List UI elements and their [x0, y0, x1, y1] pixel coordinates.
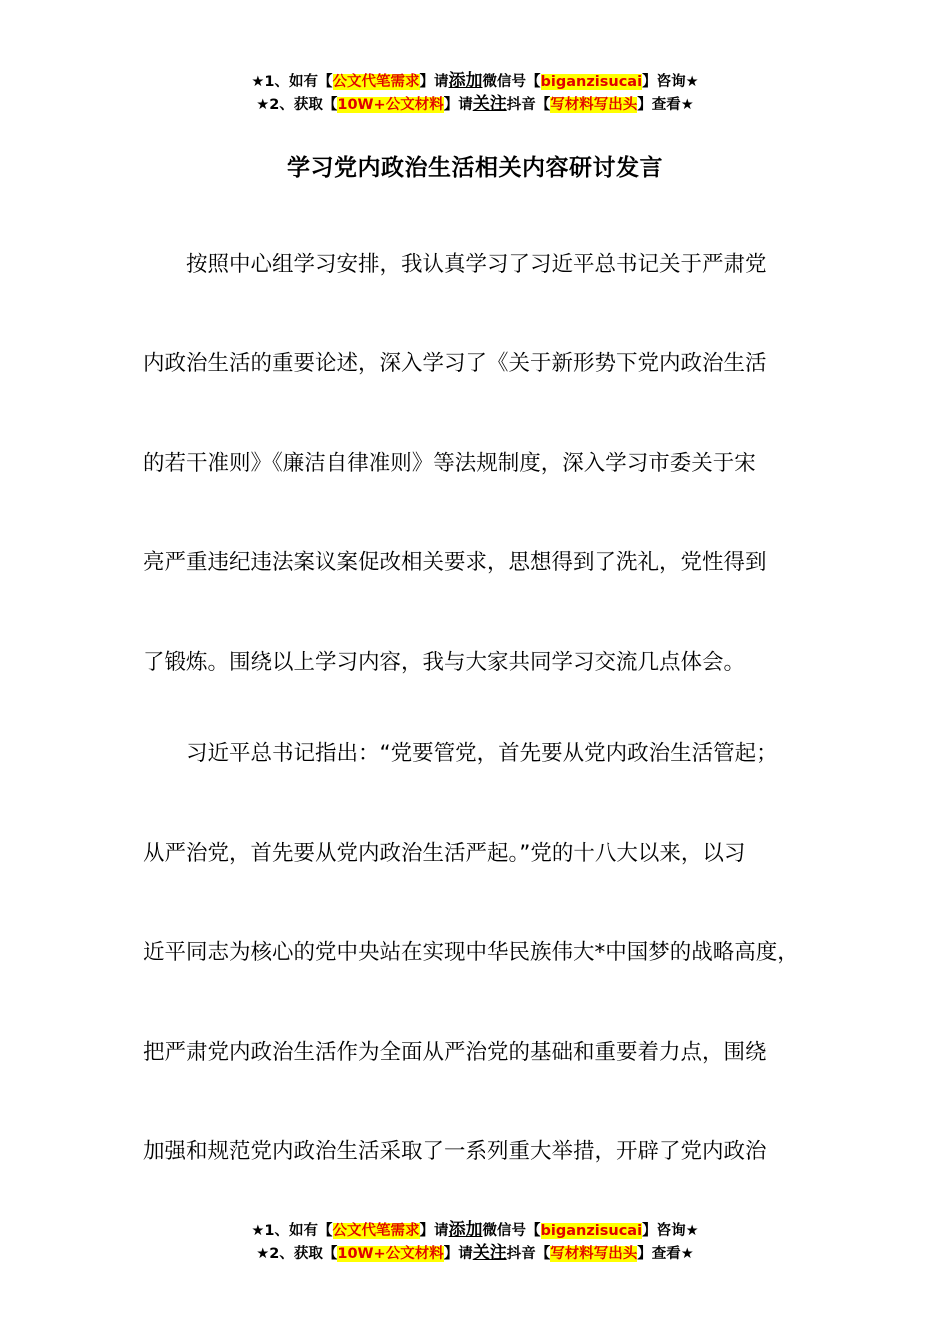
body-text: 习近平总书记指出：“党要管党，首先要从党内政治生活管起； [143, 741, 778, 766]
banner-underlined: 添加 [448, 1220, 483, 1240]
banner-line-1 [0, 70, 950, 93]
banner-text: ★2、获取【 [256, 97, 338, 113]
banner-text: 抖音【 [506, 1246, 551, 1262]
banner-text: 】请 [419, 1223, 449, 1239]
body-text: 从严治党，首先要从党内政治生活严起。”党的十八大以来，以习 [143, 841, 746, 866]
banner-line-1 [0, 1219, 950, 1242]
body-text: 按照中心组学习安排，我认真学习了习近平总书记关于严肃党 [143, 252, 767, 277]
header-banner [0, 70, 950, 116]
banner-highlight: 公文代笔需求 [332, 1223, 420, 1239]
body-text: 把严肃党内政治生活作为全面从严治党的基础和重要着力点，围绕 [143, 1040, 767, 1065]
banner-text: 抖音【 [506, 97, 551, 113]
banner-text: 】查看★ [637, 1246, 694, 1262]
banner-text: ★2、获取【 [256, 1246, 338, 1262]
banner-text: 微信号【 [482, 74, 541, 90]
banner-highlight: 写材料写出头 [550, 1246, 638, 1262]
banner-text: 】请 [443, 97, 473, 113]
banner-wechat-id: biganzisucai [540, 74, 643, 90]
banner-wechat-id: biganzisucai [540, 1223, 643, 1239]
banner-text: ★1、如有【 [251, 74, 333, 90]
banner-underlined: 添加 [448, 71, 483, 91]
banner-underlined: 关注 [472, 1243, 507, 1263]
body-text: 了锻炼。围绕以上学习内容，我与大家共同学习交流几点体会。 [143, 650, 746, 675]
body-text: 加强和规范党内政治生活采取了一系列重大举措，开辟了党内政治 [143, 1139, 767, 1164]
banner-text: 】请 [443, 1246, 473, 1262]
body-text: 的若干准则》《廉洁自律准则》等法规制度，深入学习市委关于宋 [143, 451, 756, 476]
banner-line-2 [0, 1242, 950, 1265]
banner-underlined: 关注 [472, 94, 507, 114]
banner-highlight: 10W+公文材料 [337, 1246, 444, 1262]
body-text: 近平同志为核心的党中央站在实现中华民族伟大*中国梦的战略高度， [143, 940, 799, 965]
banner-highlight: 公文代笔需求 [332, 74, 420, 90]
banner-line-2 [0, 93, 950, 116]
banner-text: 微信号【 [482, 1223, 541, 1239]
banner-highlight: 10W+公文材料 [337, 97, 444, 113]
document-title: 学习党内政治生活相关内容研讨发言 [287, 155, 663, 181]
banner-text: 】查看★ [637, 97, 694, 113]
banner-text: 】咨询★ [642, 1223, 699, 1239]
banner-highlight: 写材料写出头 [550, 97, 638, 113]
banner-text: ★1、如有【 [251, 1223, 333, 1239]
banner-text: 】请 [419, 74, 449, 90]
body-text: 内政治生活的重要论述，深入学习了《关于新形势下党内政治生活 [143, 351, 767, 376]
body-text: 亮严重违纪违法案议案促改相关要求，思想得到了洗礼，党性得到 [143, 550, 767, 575]
banner-text: 】咨询★ [642, 74, 699, 90]
footer-banner [0, 1219, 950, 1265]
